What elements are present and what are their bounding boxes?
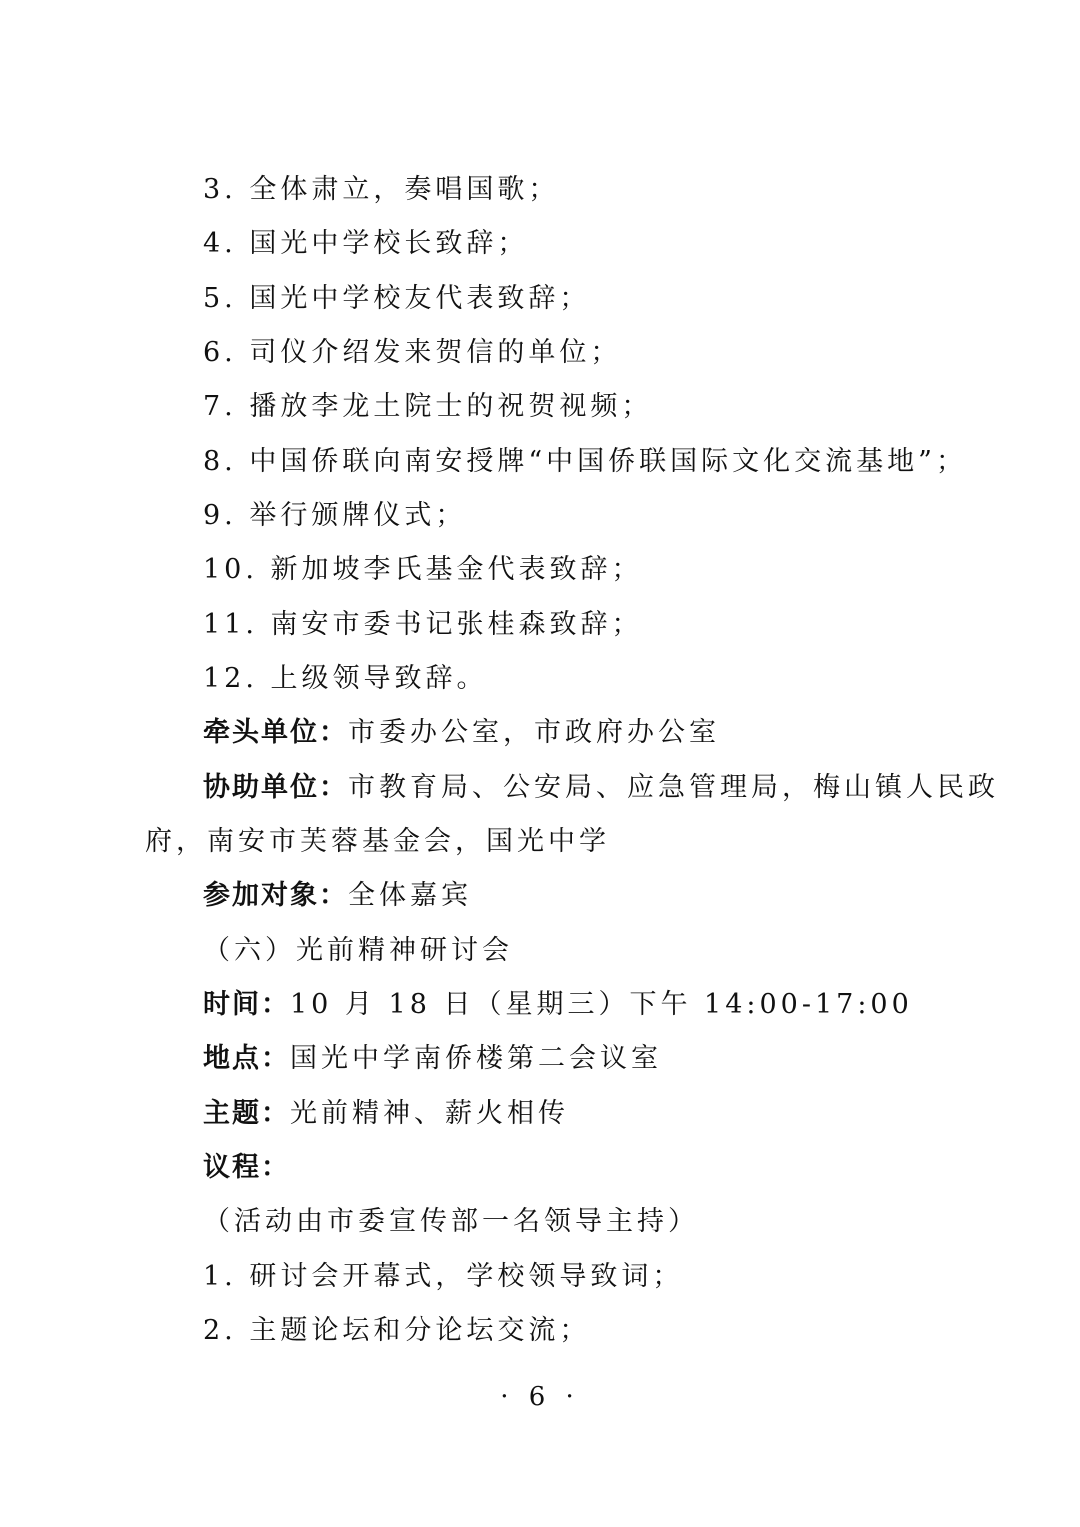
agenda-item-11: 11. 南安市委书记张桂森致辞；	[203, 609, 643, 640]
lead-unit-line	[203, 716, 720, 750]
lead-unit-value: 市委办公室，市政府办公室	[348, 717, 720, 748]
participants-label: 参加对象：	[203, 880, 348, 911]
seminar-step-2: 2. 主题论坛和分论坛交流；	[203, 1315, 591, 1346]
agenda-label: 议程：	[203, 1152, 290, 1183]
time-label: 时间：	[203, 989, 290, 1020]
agenda-item-9: 9. 举行颁牌仪式；	[203, 500, 467, 531]
place-line	[203, 1042, 662, 1076]
agenda-item-7: 7. 播放李龙土院士的祝贺视频；	[203, 391, 653, 422]
participants-value: 全体嘉宾	[348, 880, 472, 911]
agenda-item-10: 10. 新加坡李氏基金代表致辞；	[203, 554, 643, 585]
seminar-step-1: 1. 研讨会开幕式，学校领导致词；	[203, 1261, 684, 1292]
page-number: · 6 ·	[500, 1382, 580, 1412]
time-line	[203, 988, 913, 1022]
place-value: 国光中学南侨楼第二会议室	[290, 1043, 662, 1074]
assist-unit-label: 协助单位：	[203, 772, 348, 803]
section-title: （六）光前精神研讨会	[203, 935, 513, 966]
theme-line	[203, 1097, 569, 1131]
agenda-item-5: 5. 国光中学校友代表致辞；	[203, 283, 591, 314]
agenda-item-4: 4. 国光中学校长致辞；	[203, 228, 529, 259]
agenda-item-6: 6. 司仪介绍发来贺信的单位；	[203, 337, 622, 368]
host-note: （活动由市委宣传部一名领导主持）	[203, 1206, 699, 1237]
agenda-item-3: 3. 全体肃立，奏唱国歌；	[203, 174, 560, 205]
assist-unit-line	[203, 771, 999, 805]
place-label: 地点：	[203, 1043, 290, 1074]
theme-label: 主题：	[203, 1098, 290, 1129]
time-value: 10 月 18 日（星期三）下午 14:00-17:00	[290, 989, 913, 1020]
participants-line	[203, 879, 472, 913]
assist-unit-continuation: 府，南安市芙蓉基金会，国光中学	[145, 826, 610, 857]
agenda-line	[203, 1151, 290, 1185]
lead-unit-label: 牵头单位：	[203, 717, 348, 748]
assist-unit-value: 市教育局、公安局、应急管理局，梅山镇人民政	[348, 772, 999, 803]
theme-value: 光前精神、薪火相传	[290, 1098, 569, 1129]
agenda-item-8: 8. 中国侨联向南安授牌“中国侨联国际文化交流基地”；	[203, 446, 967, 477]
agenda-item-12: 12. 上级领导致辞。	[203, 663, 488, 694]
